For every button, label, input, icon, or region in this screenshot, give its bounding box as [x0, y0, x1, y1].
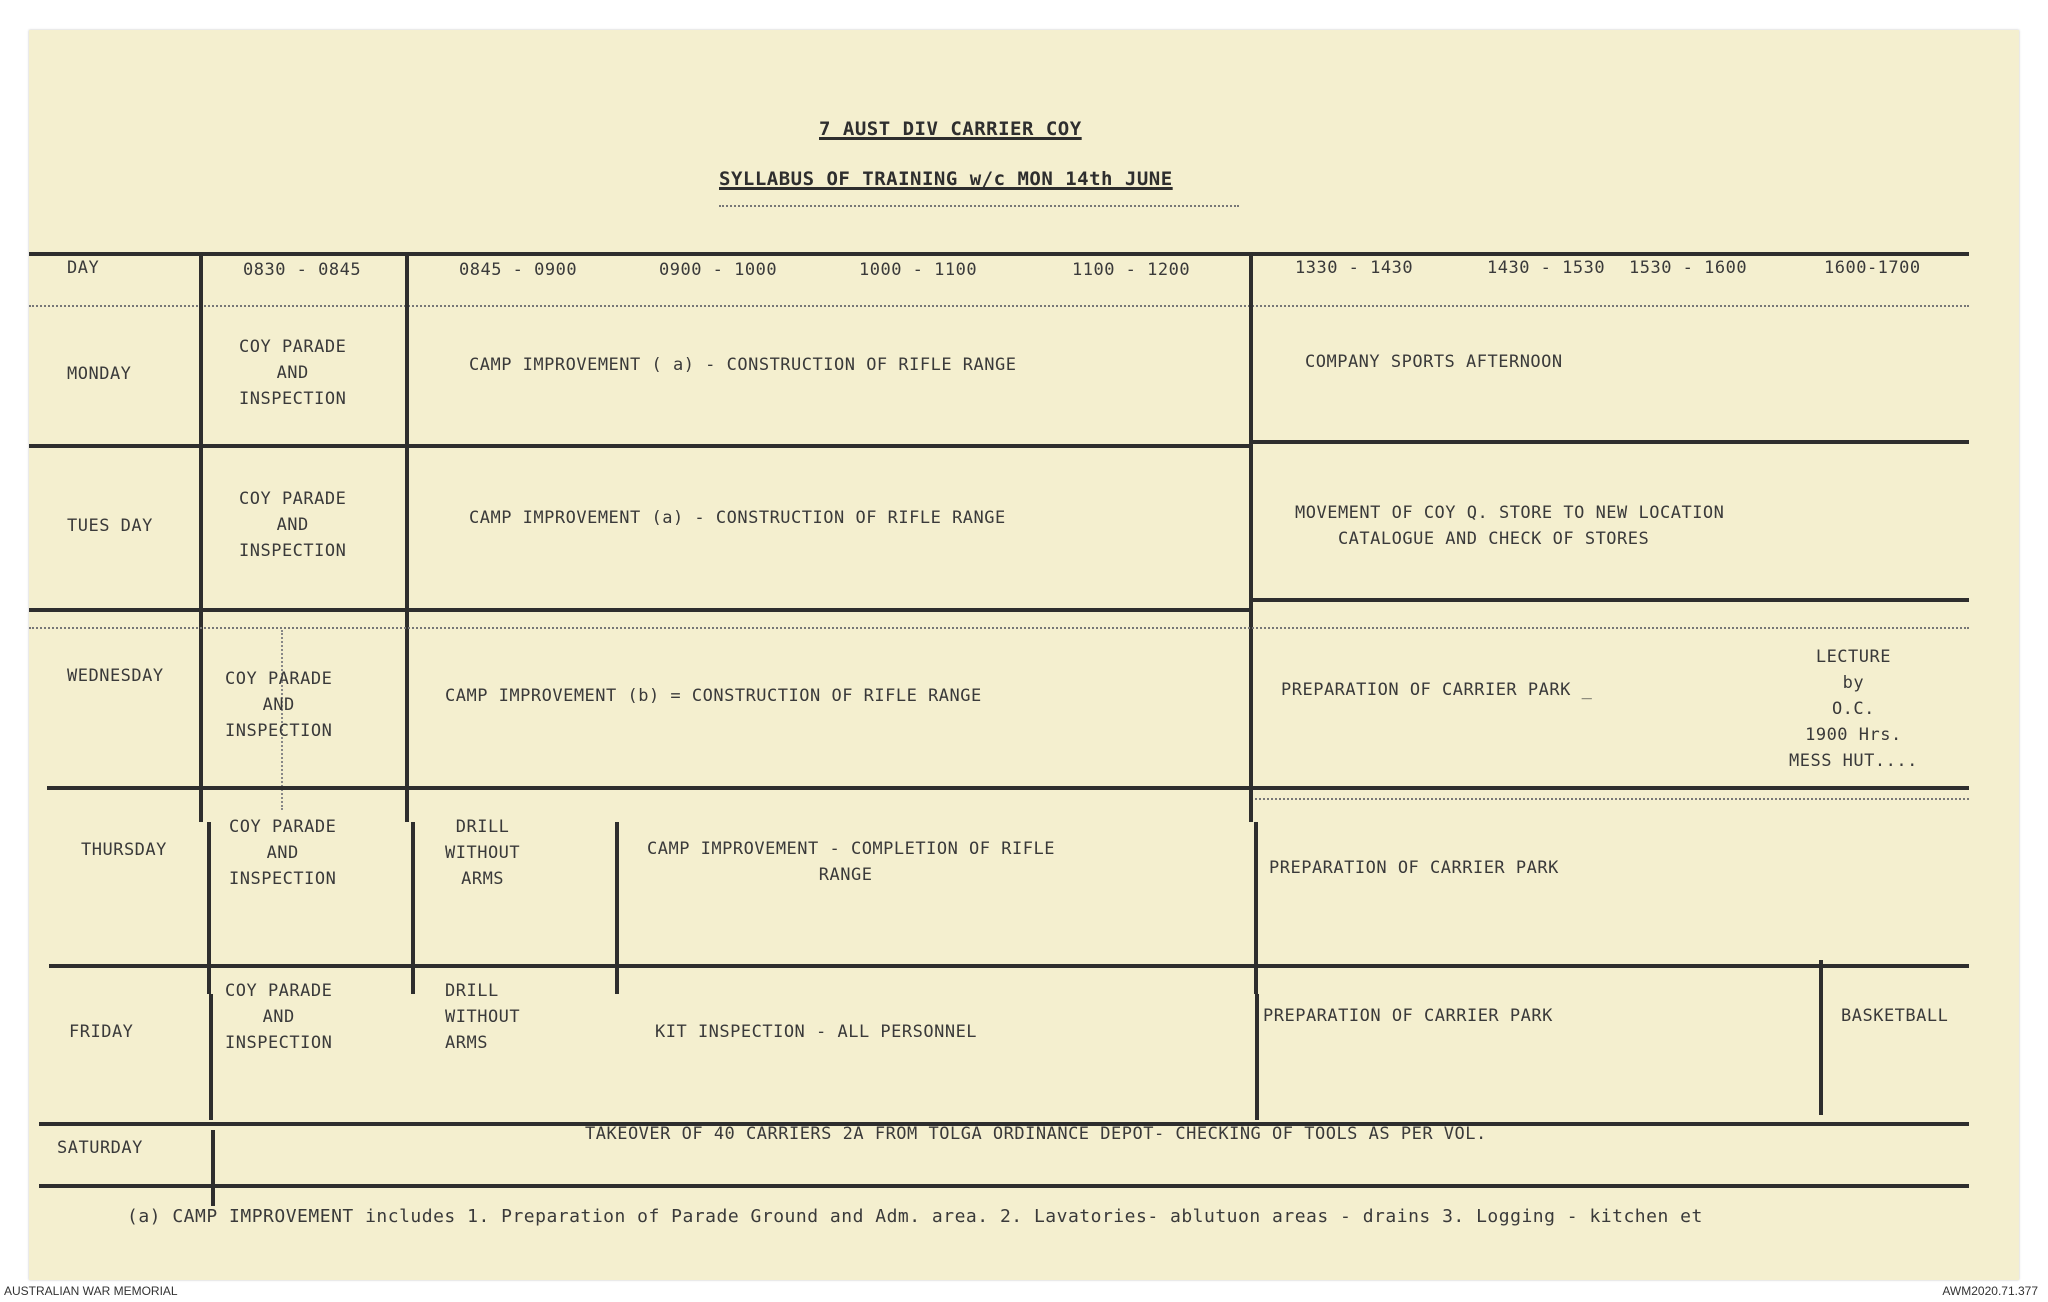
footnote: (a) CAMP IMPROVEMENT includes 1. Preparation of Parade Ground and Adm. area. 2. Lavatories- ablutuon areas - drains 3. Logging - kitchen et: [127, 1206, 1703, 1227]
col-rule-mid-2: [1254, 822, 1258, 994]
header-dots: [29, 305, 1969, 307]
thursday-morning: CAMP IMPROVEMENT - COMPLETION OF RIFLE RANGE: [647, 839, 1055, 885]
col-rule-evening: [1819, 960, 1823, 1115]
tuesday-dots: [29, 627, 1969, 629]
col-rule-drill: [615, 822, 619, 994]
col-rule-day-3: [209, 994, 213, 1120]
col-rule-day-4: [211, 1130, 215, 1206]
thursday-drill: DRILL WITHOUT ARMS: [445, 817, 521, 889]
saturday-activity: TAKEOVER OF 40 CARRIERS 2A FROM TOLGA ORDINANCE DEPOT- CHECKING OF TOOLS AS PER VOL.: [585, 1124, 1487, 1144]
monday-parade: COY PARADE AND INSPECTION: [239, 337, 347, 409]
friday-afternoon: PREPARATION OF CARRIER PARK: [1263, 1006, 1553, 1026]
table-top-rule: [29, 252, 1969, 256]
friday-parade: COY PARADE AND INSPECTION: [225, 981, 333, 1053]
col-rule-mid-3: [1255, 994, 1259, 1120]
archive-credit: AUSTRALIAN WAR MEMORIAL: [4, 1284, 178, 1298]
row-rule-monday: [29, 444, 1249, 448]
row-rule-thursday: [49, 964, 1969, 968]
col-rule-mid: [1249, 252, 1253, 822]
thursday-afternoon: PREPARATION OF CARRIER PARK: [1269, 858, 1559, 878]
friday-drill: DRILL WITHOUT ARMS: [445, 981, 521, 1053]
monday-morning: CAMP IMPROVEMENT ( a) - CONSTRUCTION OF RIFLE RANGE: [469, 355, 1017, 375]
thursday-parade: COY PARADE AND INSPECTION: [229, 817, 337, 889]
table-bottom-rule: [39, 1184, 1969, 1188]
title-underline-dots: [719, 205, 1239, 207]
header-time-6: 1330 - 1430: [1295, 258, 1414, 278]
document-page: [29, 30, 2019, 1280]
day-thursday: THURSDAY: [81, 840, 167, 860]
row-rule-wednesday: [47, 786, 1969, 790]
header-time-3: 0900 - 1000: [659, 260, 778, 280]
friday-morning: KIT INSPECTION - ALL PERSONNEL: [655, 1022, 978, 1042]
tuesday-parade: COY PARADE AND INSPECTION: [239, 489, 347, 561]
col-rule-parade-2: [411, 822, 415, 994]
archive-reference: AWM2020.71.377: [1942, 1284, 2038, 1298]
header-time-4: 1000 - 1100: [859, 260, 978, 280]
col-rule-day-2: [207, 822, 211, 994]
wednesday-afternoon: PREPARATION OF CARRIER PARK _: [1281, 680, 1593, 700]
day-tuesday: TUES DAY: [67, 516, 153, 536]
header-time-1: 0830 - 0845: [243, 260, 362, 280]
wednesday-morning: CAMP IMPROVEMENT (b) = CONSTRUCTION OF RIFLE RANGE: [445, 686, 982, 706]
monday-afternoon: COMPANY SPORTS AFTERNOON: [1305, 352, 1563, 372]
header-time-5: 1100 - 1200: [1072, 260, 1191, 280]
header-time-9: 1600-1700: [1824, 258, 1921, 278]
wednesday-evening: LECTURE by O.C. 1900 Hrs. MESS HUT....: [1789, 647, 1918, 771]
day-monday: MONDAY: [67, 364, 132, 384]
friday-evening: BASKETBALL: [1841, 1006, 1949, 1026]
col-rule-parade: [405, 252, 409, 822]
day-wednesday: WEDNESDAY: [67, 666, 164, 686]
tuesday-afternoon: MOVEMENT OF COY Q. STORE TO NEW LOCATION CATALOGUE AND CHECK OF STORES: [1295, 503, 1725, 549]
unit-title: 7 AUST DIV CARRIER COY: [819, 118, 1082, 140]
wednesday-dots: [1255, 798, 1969, 800]
header-time-7: 1430 - 1530: [1487, 258, 1606, 278]
row-rule-tuesday: [29, 608, 1249, 612]
day-friday: FRIDAY: [69, 1022, 134, 1042]
header-time-2: 0845 - 0900: [459, 260, 578, 280]
header-time-8: 1530 - 1600: [1629, 258, 1748, 278]
tuesday-morning: CAMP IMPROVEMENT (a) - CONSTRUCTION OF RIFLE RANGE: [469, 508, 1006, 528]
header-day: DAY: [67, 258, 100, 278]
col-rule-day: [199, 252, 203, 822]
wednesday-parade: COY PARADE AND INSPECTION: [225, 669, 333, 741]
day-saturday: SATURDAY: [57, 1138, 143, 1158]
row-rule-monday-right: [1249, 440, 1969, 444]
row-rule-tuesday-right: [1249, 598, 1969, 602]
syllabus-title: SYLLABUS OF TRAINING w/c MON 14th JUNE: [719, 168, 1173, 190]
